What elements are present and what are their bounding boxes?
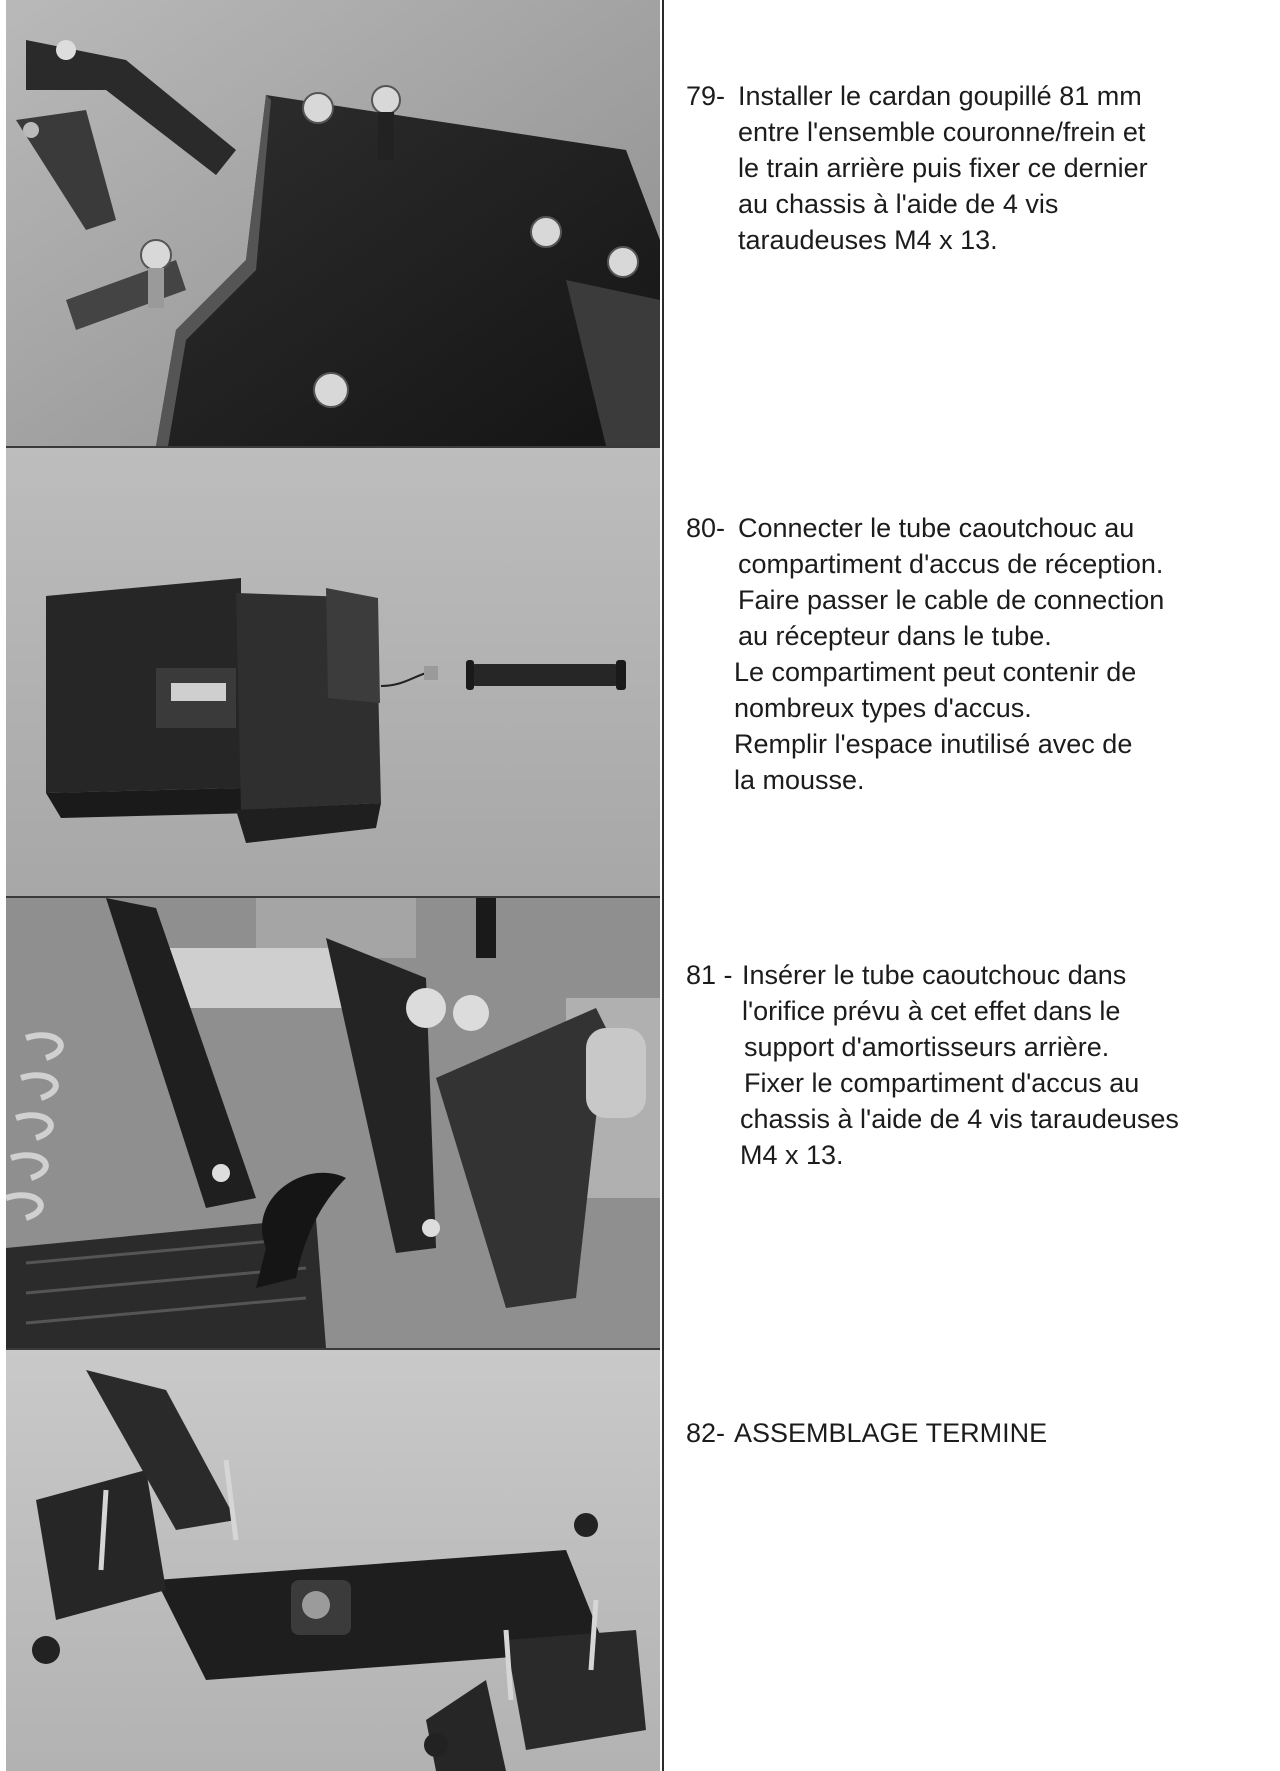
step-79-line-4: au chassis à l'aide de 4 vis [738, 189, 1059, 219]
step-81 [686, 957, 1246, 1173]
step-80-line-1: Connecter le tube caoutchouc au [738, 513, 1135, 543]
step-81-line-5: chassis à l'aide de 4 vis taraudeuses [740, 1104, 1179, 1134]
step-80-line-3: Faire passer le cable de connection [738, 585, 1165, 615]
step-79-line-1: Installer le cardan goupillé 81 mm [738, 81, 1142, 111]
photo-step-82 [6, 1350, 660, 1771]
step-80 [686, 510, 1246, 798]
step-81-line-4: Fixer le compartiment d'accus au [744, 1068, 1140, 1098]
step-79-line-2: entre l'ensemble couronne/frein et [738, 117, 1146, 147]
step-81-line-2: l'orifice prévu à cet effet dans le [742, 996, 1121, 1026]
step-79-line-3: le train arrière puis fixer ce dernier [738, 153, 1148, 183]
step-82-line-1: ASSEMBLAGE TERMINE [734, 1418, 1048, 1448]
step-80-line-5: Le compartiment peut contenir de [734, 657, 1137, 687]
chassis-plate-screws-image [6, 0, 660, 446]
step-80-number: 80- [686, 513, 726, 543]
step-80-line-4: au récepteur dans le tube. [738, 621, 1052, 651]
step-82-number: 82- [686, 1418, 726, 1448]
step-81-line-1: Insérer le tube caoutchouc dans [742, 960, 1127, 990]
step-79-line-5: taraudeuses M4 x 13. [738, 225, 998, 255]
photo-step-81 [6, 898, 660, 1350]
step-80-line-8: la mousse. [734, 765, 865, 795]
step-79 [686, 78, 1246, 258]
step-79-number: 79- [686, 81, 726, 111]
step-82 [686, 1415, 1246, 1451]
step-80-line-6: nombreux types d'accus. [734, 693, 1032, 723]
step-81-number: 81 - [686, 960, 733, 990]
step-81-line-6: M4 x 13. [740, 1140, 844, 1170]
completed-buggy-image [6, 1350, 660, 1771]
battery-compartment-image [6, 448, 660, 896]
photo-step-79 [6, 0, 660, 448]
step-80-line-7: Remplir l'espace inutilisé avec de [734, 729, 1133, 759]
photo-step-80 [6, 448, 660, 898]
step-80-line-2: compartiment d'accus de réception. [738, 549, 1164, 579]
step-81-line-3: support d'amortisseurs arrière. [744, 1032, 1110, 1062]
shock-tower-image [6, 898, 660, 1348]
